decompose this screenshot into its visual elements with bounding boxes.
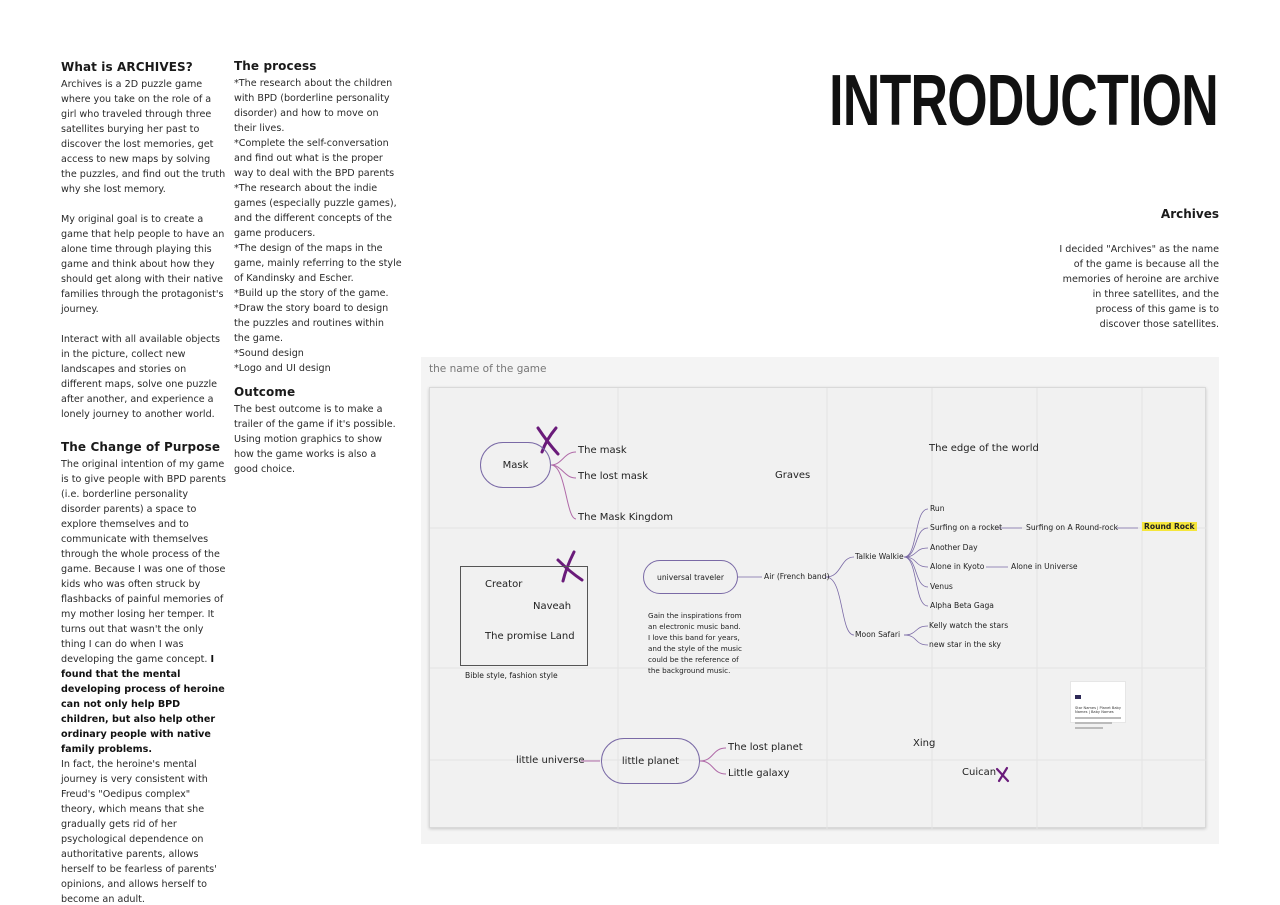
edge-label: The edge of the world <box>929 443 1039 454</box>
card-text-line <box>1075 722 1112 724</box>
what-paragraph-1: Archives is a 2D puzzle game where you take on the role of a girl who traveled through three satellites burying her past to discover the lost memories, get access to new maps by solving the puzzles, and find out the truth why she lost memory. <box>61 79 226 195</box>
round-rock-surf-label: Surfing on A Round-rock <box>1026 523 1119 532</box>
cuican-label: Cuican <box>962 767 997 778</box>
song-label: Surfing on a rocket <box>930 523 1003 532</box>
what-paragraph-3: Interact with all available objects in the picture, collect new landscapes and stories on different maps, solve one puzzle after another, and experience a lonely journey to another world. <box>61 334 221 420</box>
process-item: *Complete the self-conversation and find out what is the proper way to deal with the BPD parents <box>234 138 395 179</box>
mask-branch: The mask <box>578 445 627 456</box>
process-item: *The design of the maps in the game, mainly referring to the style of Kandinsky and Escher. <box>234 243 402 284</box>
mask-pill[interactable]: Mask <box>480 442 551 488</box>
process-item: *Sound design <box>234 348 304 359</box>
graves-label: Graves <box>775 470 811 481</box>
left-column <box>61 60 227 905</box>
what-heading: What is ARCHIVES? <box>61 60 193 74</box>
note-line: Gain the inspirations from <box>648 611 742 620</box>
round-rock-label <box>1142 522 1197 531</box>
planet-branch: Little galaxy <box>728 768 790 779</box>
card-title: Star Names | Planet Baby Names | Baby Names <box>1075 706 1121 714</box>
process-item: *Draw the story board to design the puzzles and routines within the game. <box>234 303 389 344</box>
note-line: an electronic music band. <box>648 622 741 631</box>
air-band-label: Air (French band) <box>764 572 830 581</box>
board-label: the name of the game <box>429 363 547 375</box>
card-text-line <box>1075 727 1103 729</box>
xing-label: Xing <box>913 738 936 749</box>
song-label: Alone in Kyoto <box>930 562 985 571</box>
outcome-text: The best outcome is to make a trailer of the game if it's possible. Using motion graphics to show how the game works is also a good choice. <box>234 404 396 475</box>
archives-description: I decided "Archives" as the name of the game is because all the memories of heroine are archive in three satellites, and the process of this game is to discover those satellites. <box>1059 244 1219 330</box>
note-line: and the style of the music <box>648 644 742 653</box>
mask-branch: The Mask Kingdom <box>578 512 673 523</box>
moon-song-label: Kelly watch the stars <box>929 621 1009 630</box>
naveah-label: Naveah <box>533 601 572 612</box>
creator-box[interactable] <box>460 566 588 666</box>
note-line: could be the reference of <box>648 655 739 664</box>
outcome-heading: Outcome <box>234 385 296 399</box>
promise-land-label: The promise Land <box>485 631 575 642</box>
round-rock-highlight: Round Rock <box>1144 522 1195 531</box>
favicon-icon <box>1075 695 1081 699</box>
process-item: *Build up the story of the game. <box>234 288 389 299</box>
moon-song-label: new star in the sky <box>929 640 1002 649</box>
mind-map-board[interactable] <box>421 357 1219 844</box>
change-text: The original intention of my game is to give people with BPD parents (i.e. borderline personality disorder parents) a space to explore themselves and to communicate with themselves through the whole process of the game. Because I was one of those kids who was often struck by flashbacks of painful memories of my mother losing her temper. It turns out that wasn't the only thing I can do when I was developing the game concept. <box>61 459 227 665</box>
planet-branch: The lost planet <box>728 742 803 753</box>
song-label: Run <box>930 504 945 513</box>
note-line: I love this band for years, <box>648 633 740 642</box>
cross-mark-icon <box>997 768 1008 781</box>
page-title: INTRODUCTION <box>829 61 1218 141</box>
talkie-walkie-label: Talkie Walkie <box>855 552 904 561</box>
process-item: *The research about the children with BPD (borderline personality disorder) and how to move on their lives. <box>234 78 393 134</box>
middle-column <box>234 59 402 477</box>
process-heading: The process <box>234 59 317 73</box>
process-item: *Logo and UI design <box>234 363 331 374</box>
mind-map-frame[interactable] <box>429 387 1206 828</box>
card-text-line <box>1075 717 1121 719</box>
song-label: Alpha Beta Gaga <box>930 601 994 610</box>
process-item: *The research about the indie games (especially puzzle games), and the different concepts of the game producers. <box>234 183 397 239</box>
web-clip-card[interactable] <box>1070 681 1126 723</box>
little-universe-label: little universe <box>516 755 585 766</box>
creator-label: Creator <box>485 579 523 590</box>
change-bold-text: I found that the mental developing process of heroine can not only help BPD children, but also help other ordinary people with native family problems. <box>61 654 225 755</box>
archives-heading: Archives <box>1160 207 1219 221</box>
note-line: the background music. <box>648 666 731 675</box>
change-paragraph-1 <box>61 457 227 757</box>
change-paragraph-2: In fact, the heroine's mental journey is very consistent with Freud's "Oedipus complex" theory, which means that she gradually gets rid of her psychological dependence on authoritative parents, allows herself to be fearless of parents' opinions, and allows herself to become an adult. <box>61 759 217 905</box>
change-heading: The Change of Purpose <box>61 440 221 454</box>
what-paragraph-2: My original goal is to create a game that help people to have an alone time through playing this game and think about how they should get along with their native families through the protagonist's journey. <box>61 214 225 315</box>
song-label: Another Day <box>930 543 978 552</box>
creator-caption: Bible style, fashion style <box>465 671 558 680</box>
mask-branches <box>551 452 576 519</box>
song-label: Venus <box>930 582 953 591</box>
traveler-note <box>648 610 742 676</box>
universal-traveler-pill[interactable]: universal traveler <box>643 560 738 594</box>
mask-branch: The lost mask <box>578 471 648 482</box>
moon-safari-label: Moon Safari <box>855 630 901 639</box>
alone-universe-label: Alone in Universe <box>1011 562 1078 571</box>
little-planet-pill[interactable]: little planet <box>601 738 700 784</box>
